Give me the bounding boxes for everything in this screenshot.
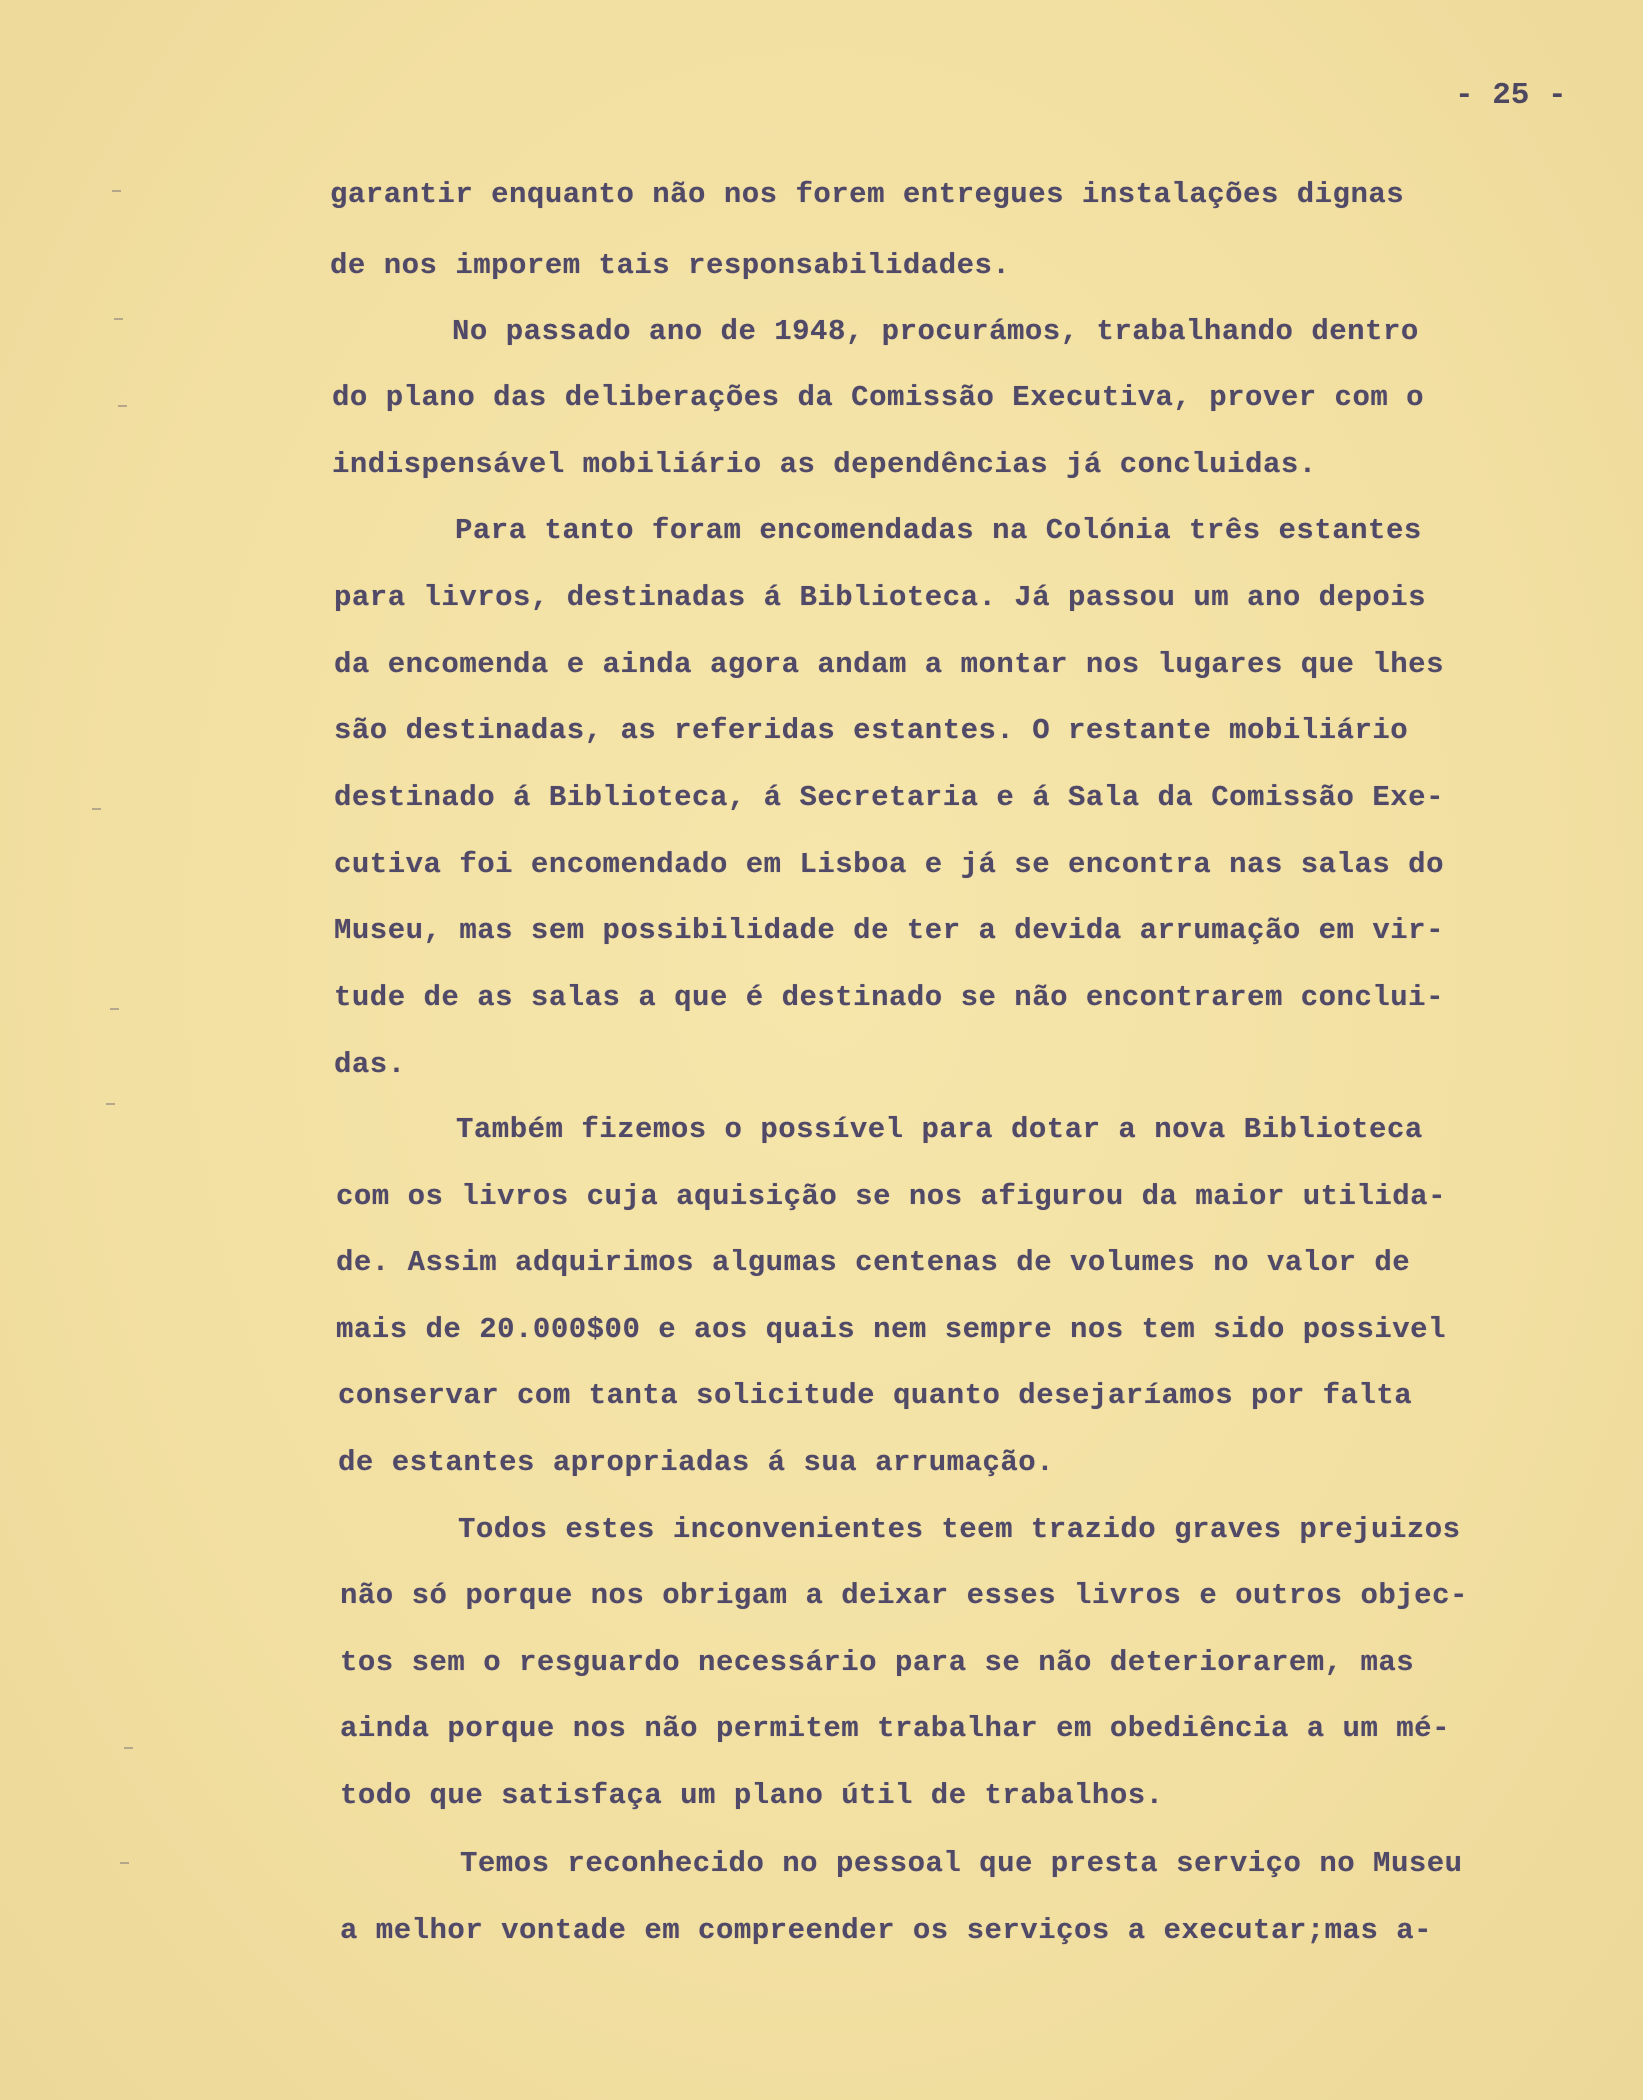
margin-speck [106, 1103, 115, 1105]
margin-speck [120, 1862, 129, 1864]
text-line: das. [334, 1048, 406, 1081]
text-line: são destinadas, as referidas estantes. O restante mobiliário [334, 714, 1409, 747]
text-line: tude de as salas a que é destinado se não encontrarem conclui- [334, 981, 1444, 1014]
text-line: com os livros cuja aquisição se nos afigurou da maior utilida- [336, 1180, 1446, 1213]
text-line: a melhor vontade em compreender os serviços a executar;mas a- [340, 1914, 1433, 1947]
text-line: conservar com tanta solicitude quanto desejaríamos por falta [338, 1379, 1413, 1412]
text-line: indispensável mobiliário as dependências já concluidas. [332, 448, 1317, 481]
text-line: garantir enquanto não nos forem entregues instalações dignas [330, 178, 1405, 211]
text-line: de nos imporem tais responsabilidades. [330, 249, 1011, 282]
text-line: do plano das deliberações da Comissão Executiva, prover com o [332, 381, 1425, 414]
margin-speck [124, 1747, 133, 1749]
paragraph-first-line: Para tanto foram encomendadas na Colónia três estantes [455, 514, 1422, 547]
text-line: ainda porque nos não permitem trabalhar em obediência a um mé- [340, 1712, 1450, 1745]
text-line: destinado á Biblioteca, á Secretaria e á Sala da Comissão Exe- [334, 781, 1444, 814]
text-line: da encomenda e ainda agora andam a montar nos lugares que lhes [334, 648, 1444, 681]
margin-speck [110, 1008, 119, 1010]
margin-speck [118, 405, 127, 407]
text-line: de. Assim adquirimos algumas centenas de volumes no valor de [336, 1246, 1411, 1279]
text-line: mais de 20.000$00 e aos quais nem sempre nos tem sido possivel [336, 1313, 1446, 1346]
text-line: todo que satisfaça um plano útil de trabalhos. [340, 1779, 1164, 1812]
paragraph-first-line: No passado ano de 1948, procurámos, trabalhando dentro [452, 315, 1419, 348]
margin-speck [112, 190, 121, 192]
text-line: não só porque nos obrigam a deixar esses livros e outros objec- [340, 1579, 1468, 1612]
text-line: de estantes apropriadas á sua arrumação. [338, 1446, 1055, 1479]
text-line: Museu, mas sem possibilidade de ter a devida arrumação em vir- [334, 914, 1444, 947]
paragraph-first-line: Também fizemos o possível para dotar a nova Biblioteca [456, 1113, 1423, 1146]
margin-speck [114, 318, 123, 320]
paragraph-first-line: Todos estes inconvenientes teem trazido graves prejuizos [458, 1513, 1461, 1546]
text-line: para livros, destinadas á Biblioteca. Já passou um ano depois [334, 581, 1427, 614]
paragraph-first-line: Temos reconhecido no pessoal que presta serviço no Museu [460, 1847, 1463, 1880]
text-line: cutiva foi encomendado em Lisboa e já se encontra nas salas do [334, 848, 1444, 881]
page-number: - 25 - [1455, 78, 1567, 113]
margin-speck [92, 808, 101, 810]
text-line: tos sem o resguardo necessário para se não deteriorarem, mas [340, 1646, 1415, 1679]
